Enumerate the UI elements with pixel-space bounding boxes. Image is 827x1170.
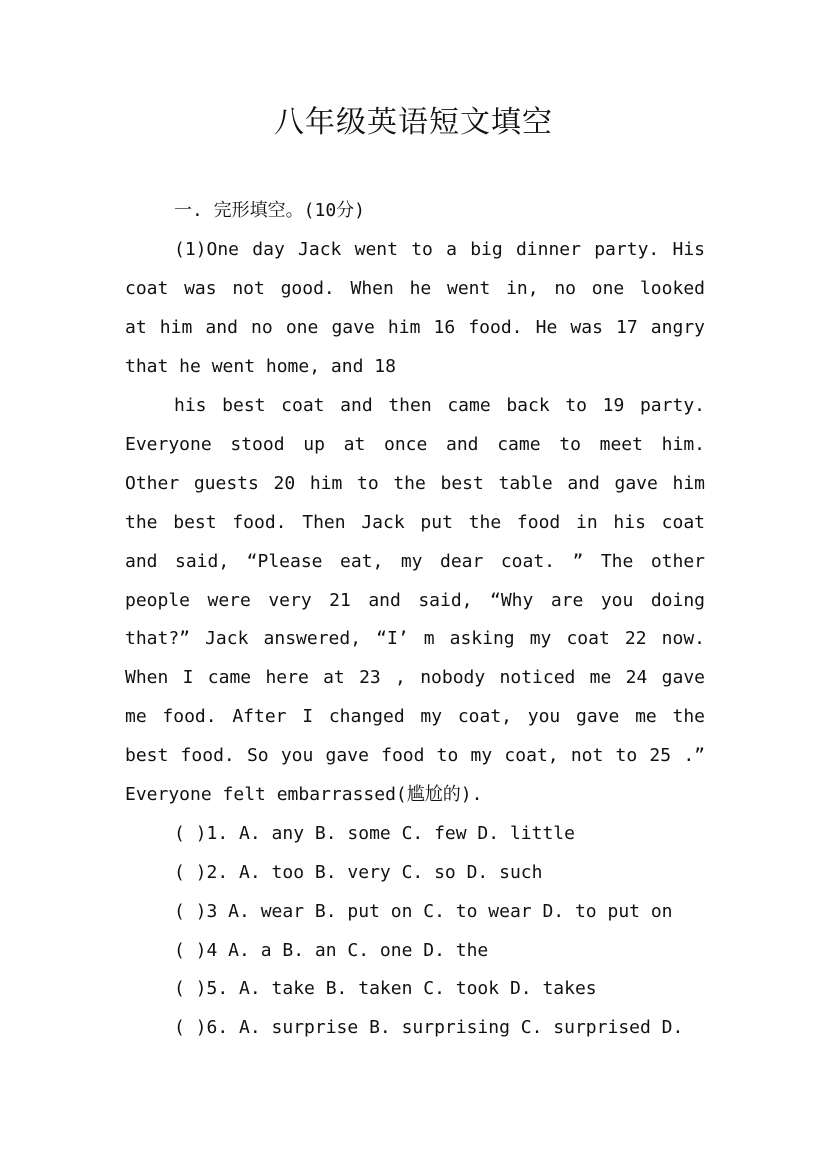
- question-item: ( )6. A. surprise B. surprising C. surprised D.: [174, 1017, 684, 1038]
- passage-line: that?” Jack answered, “I’ m asking my coat 22 now.: [125, 628, 705, 649]
- document-title: 八年级英语短文填空: [274, 105, 553, 140]
- passage-line: at him and no one gave him 16 food. He was 17 angry: [125, 317, 705, 338]
- passage-line: the best food. Then Jack put the food in his coat: [125, 512, 705, 533]
- question-item: ( )4 A. a B. an C. one D. the: [174, 940, 489, 961]
- passage-line: (1)One day Jack went to a big dinner party. His: [174, 239, 705, 260]
- question-item: ( )2. A. too B. very C. so D. such: [174, 862, 543, 883]
- question-item: ( )3 A. wear B. put on C. to wear D. to put on: [174, 901, 673, 922]
- passage-line: that he went home, and 18: [125, 356, 396, 377]
- section-heading: 一. 完形填空。(10分): [174, 200, 366, 221]
- passage-line: me food. After I changed my coat, you gave me the: [125, 706, 705, 727]
- passage-line: and said, “Please eat, my dear coat. ” The other: [125, 551, 705, 572]
- question-item: ( )1. A. any B. some C. few D. little: [174, 823, 575, 844]
- question-item: ( )5. A. take B. taken C. took D. takes: [174, 978, 597, 999]
- passage-line: Everyone stood up at once and came to meet him.: [125, 434, 705, 455]
- passage-line: people were very 21 and said, “Why are you doing: [125, 590, 705, 611]
- passage-line: When I came here at 23 , nobody noticed me 24 gave: [125, 667, 705, 688]
- passage-line: Everyone felt embarrassed(尴尬的).: [125, 784, 483, 805]
- passage-line: best food. So you gave food to my coat, not to 25 .”: [125, 745, 705, 766]
- passage-line: his best coat and then came back to 19 party.: [174, 395, 705, 416]
- passage-line: coat was not good. When he went in, no one looked: [125, 278, 705, 299]
- passage-line: Other guests 20 him to the best table and gave him: [125, 473, 705, 494]
